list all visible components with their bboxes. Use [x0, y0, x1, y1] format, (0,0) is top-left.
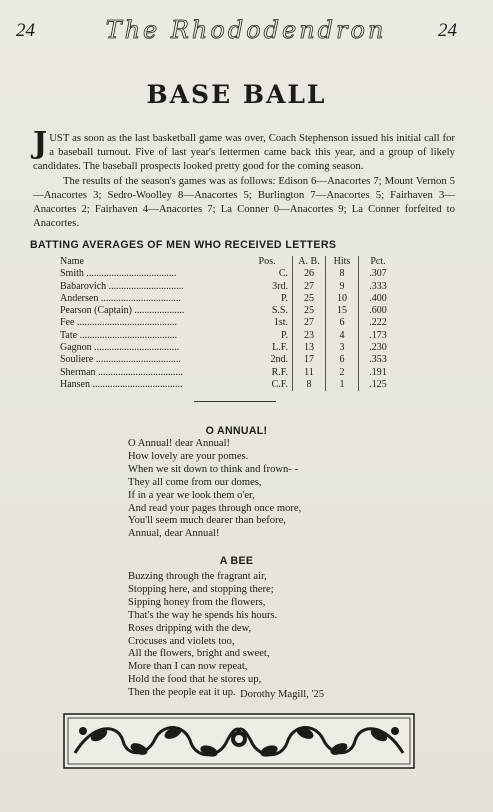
- poem-line: Annual, dear Annual!: [128, 528, 220, 540]
- player-at-bats: 17: [293, 354, 326, 366]
- player-hits: 6: [326, 317, 359, 329]
- player-at-bats: 25: [293, 305, 326, 317]
- player-name: Fee ........................................: [60, 317, 177, 329]
- player-position: P.: [281, 329, 288, 341]
- player-position: C.: [278, 268, 288, 280]
- table-row: [60, 317, 397, 329]
- player-at-bats: 27: [293, 317, 326, 329]
- table-row: [60, 379, 397, 391]
- article-body: [33, 126, 455, 230]
- poem-line: Crocuses and violets too,: [128, 635, 235, 647]
- player-pct: .353: [369, 354, 387, 366]
- drop-cap: J: [33, 126, 48, 161]
- section-divider: [194, 401, 276, 402]
- poem-line: Then the people eat it up.: [128, 687, 236, 699]
- table-row: [60, 281, 397, 293]
- player-pct: .222: [369, 317, 387, 329]
- poem-line: Stopping here, and stopping there;: [128, 583, 274, 595]
- poem-annual: [128, 438, 301, 541]
- column-header-ab: A. B.: [293, 256, 326, 268]
- player-at-bats: 8: [293, 379, 326, 391]
- player-pct: .333: [369, 280, 387, 292]
- poem-line: Roses dripping with the dew,: [128, 622, 252, 634]
- player-hits: 15: [326, 305, 359, 317]
- player-name: Hansen ....................................: [60, 378, 183, 390]
- player-at-bats: 27: [293, 281, 326, 293]
- player-hits: 2: [326, 367, 359, 379]
- column-header-pct: Pct.: [370, 256, 386, 267]
- column-header-hits: Hits: [326, 256, 359, 268]
- poem-line: And read your pages through once more,: [128, 502, 302, 514]
- player-hits: 9: [326, 281, 359, 293]
- player-position: L.F.: [272, 342, 288, 354]
- running-title: The Rhododendron: [105, 16, 387, 44]
- decorative-scroll-ornament: [63, 713, 415, 769]
- page-number-left: 24: [16, 20, 35, 41]
- poem-line: All the flowers, bright and sweet,: [128, 648, 270, 660]
- player-at-bats: 13: [293, 342, 326, 354]
- poem-line: More than I can now repeat,: [128, 661, 248, 673]
- player-name: Souliere ..................................: [60, 354, 181, 366]
- player-pct: .400: [369, 292, 387, 304]
- intro-paragraph: [33, 126, 455, 174]
- table-header-row: [60, 256, 397, 268]
- player-pct: .307: [369, 268, 387, 280]
- table-row: [60, 330, 397, 342]
- poem-signature: Dorothy Magill, '25: [240, 689, 325, 700]
- player-pct: .125: [369, 378, 387, 390]
- poem-bee: [128, 571, 277, 700]
- player-pct: .173: [369, 329, 387, 341]
- poem-line: Hold the food that he stores up,: [128, 674, 262, 686]
- poem-line: If in a year we look them o'er,: [128, 489, 255, 501]
- player-position: 1st.: [273, 317, 288, 329]
- page-number-right: 24: [438, 20, 457, 41]
- player-name: Sherman ..................................: [60, 366, 184, 378]
- player-position: 2nd.: [270, 354, 288, 366]
- player-name: Pearson (Captain) ....................: [60, 305, 185, 317]
- player-at-bats: 11: [293, 367, 326, 379]
- poem-line: How lovely are your pomes.: [128, 450, 249, 462]
- player-position: C.F.: [271, 378, 288, 390]
- poem-line: Sipping honey from the flowers,: [128, 596, 266, 608]
- player-hits: 8: [326, 268, 359, 280]
- poem-title-bee: A BEE: [219, 555, 254, 567]
- poem-line: O Annual! dear Annual!: [128, 438, 231, 449]
- player-at-bats: 26: [293, 268, 326, 280]
- poem-line: Buzzing through the fragrant air,: [128, 571, 267, 582]
- table-row: [60, 367, 397, 379]
- table-row: [60, 268, 397, 280]
- poem-title-annual: O ANNUAL!: [205, 425, 268, 437]
- player-hits: 10: [326, 293, 359, 305]
- poem-line: You'll seem much dearer than before,: [128, 515, 286, 527]
- page-header: [0, 14, 493, 54]
- poem-line: When we sit down to think and frown- -: [128, 463, 299, 475]
- batting-averages-table: [60, 256, 397, 391]
- player-pct: .600: [369, 305, 387, 317]
- player-at-bats: 23: [293, 330, 326, 342]
- player-hits: 3: [326, 342, 359, 354]
- column-header-pos: Pos.: [258, 256, 276, 267]
- article-title: BASE BALL: [146, 80, 327, 109]
- table-row: [60, 342, 397, 354]
- column-header-name: Name: [60, 256, 84, 267]
- player-hits: 4: [326, 330, 359, 342]
- player-position: S.S.: [271, 305, 288, 317]
- poem-line: That's the way he spends his hours.: [128, 609, 278, 621]
- player-at-bats: 25: [293, 293, 326, 305]
- player-hits: 6: [326, 354, 359, 366]
- player-hits: 1: [326, 379, 359, 391]
- player-name: Gagnon ..................................: [60, 342, 180, 354]
- player-name: Andersen ................................: [60, 292, 181, 304]
- table-row: [60, 354, 397, 366]
- intro-text: UST as soon as the last basketball game was over, Coach Stephenson issued his initial call for a baseball turnout. Five of last year's lettermen came back this year, and a group of likely candidates. The baseball prospects looked pretty good for the coming season.: [33, 132, 455, 173]
- player-pct: .230: [369, 342, 387, 354]
- table-row: [60, 293, 397, 305]
- poem-line: They all come from our domes,: [128, 476, 262, 488]
- results-paragraph: The results of the season's games was as follows: Edison 6—Anacortes 7; Mount Vernon 5—Anacortes 3; Sedro-Woolley 8—Anacortes 5; Burlington 7—Anacortes 5; Fairhaven 3—Anacortes 2; Fairhaven 4—Anacortes 7; La Conner 0—Anacortes 9; La Conner forfeited to Anacortes.: [33, 174, 455, 230]
- table-row: [60, 305, 397, 317]
- player-position: P.: [281, 292, 288, 304]
- batting-table-title: BATTING AVERAGES OF MEN WHO RECEIVED LETTERS: [30, 239, 337, 251]
- player-position: 3rd.: [272, 280, 288, 292]
- player-position: R.F.: [271, 366, 288, 378]
- player-name: Tate .......................................: [60, 329, 178, 341]
- player-name: Smith ....................................: [60, 268, 177, 280]
- player-pct: .191: [369, 366, 387, 378]
- player-name: Babarovich ..............................: [60, 280, 184, 292]
